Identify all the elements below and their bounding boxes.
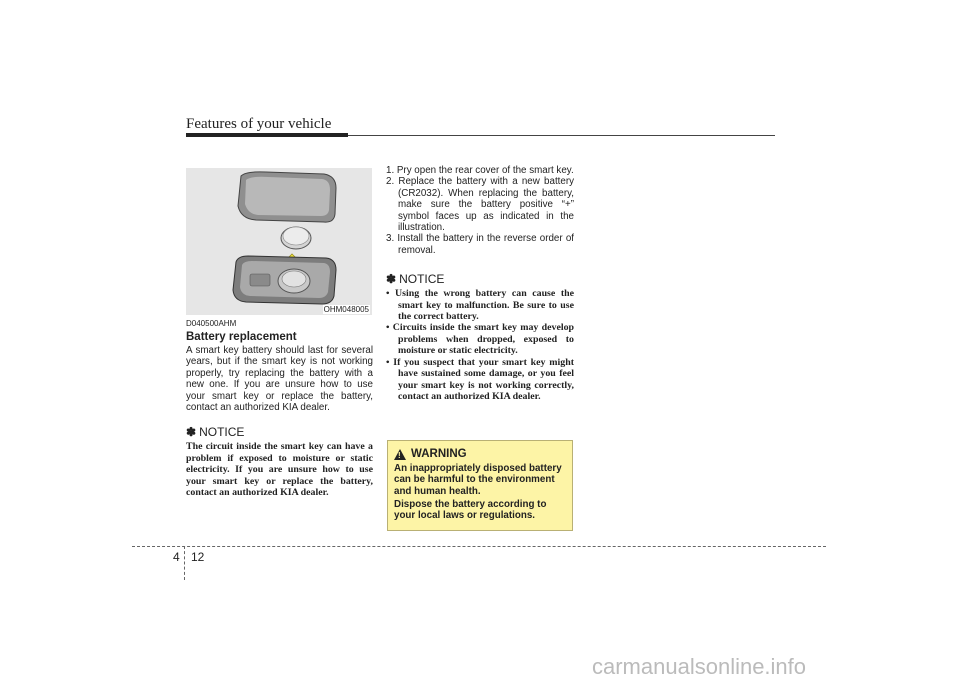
warning-line-1: An inappropriately disposed battery can be harmful to the environment and human health. xyxy=(394,463,562,497)
notice-bullets xyxy=(386,288,574,402)
notice-heading xyxy=(186,425,373,439)
bullet-item: • Circuits inside the smart key may develop problems when dropped, exposed to moisture or static electricity. xyxy=(386,322,574,357)
middle-column xyxy=(386,165,574,402)
page-header-title: Features of your vehicle xyxy=(186,116,332,132)
bullet-item: • If you suspect that your smart key might have sustained some damage, or you feel your smart key is not working correctly, contact an authorized KIA dealer. xyxy=(386,356,574,402)
step-item: 2. Replace the battery with a new battery (CR2032). When replacing the battery, make sure the battery positive “+” symbol faces up as indicated in the illustration. xyxy=(386,176,574,234)
warning-heading xyxy=(394,448,566,460)
replacement-steps xyxy=(386,165,574,256)
warning-title: WARNING xyxy=(411,448,467,460)
header-rule-thin xyxy=(348,135,775,136)
page-number: 12 xyxy=(191,550,205,564)
notice-label: NOTICE xyxy=(199,425,245,440)
notice-mark-icon: ✽ xyxy=(386,272,397,287)
warning-box xyxy=(387,440,573,531)
step-item: 3. Install the battery in the reverse order of removal. xyxy=(386,233,574,256)
section-heading: Battery replacement xyxy=(186,331,297,343)
notice-mark-icon: ✽ xyxy=(186,425,197,440)
watermark: carmanualsonline.info xyxy=(592,654,807,679)
battery-paragraph: A smart key battery should last for several years, but if the smart key is not working properly, try replacing the battery with a new one. If you are unsure how to use your smart key or replace the battery, contact an authorized KIA dealer. xyxy=(186,345,373,414)
footer-rule xyxy=(132,546,826,547)
smart-key-battery-illustration xyxy=(186,168,372,315)
section-code: D040500AHM xyxy=(186,319,237,328)
step-item: 1. Pry open the rear cover of the smart key. xyxy=(386,165,574,176)
bullet-item: • Using the wrong battery can cause the smart key to malfunction. Be sure to use the correct battery. xyxy=(386,288,574,323)
notice-text: The circuit inside the smart key can have a problem if exposed to moisture or static electricity. If you are unsure how to use your smart key or replace the battery, contact an authorized KIA dealer. xyxy=(186,441,373,499)
header-rule-thick xyxy=(186,133,348,137)
warning-triangle-icon: ! xyxy=(394,449,406,460)
left-column xyxy=(186,168,373,498)
smart-key-drawing xyxy=(186,168,372,315)
notice-label: NOTICE xyxy=(399,272,445,287)
notice-heading xyxy=(386,272,574,286)
warning-line-2: Dispose the battery according to your local laws or regulations. xyxy=(394,498,547,522)
footer-divider xyxy=(184,546,185,580)
figure-code: OHM048005 xyxy=(323,305,369,314)
chapter-number: 4 xyxy=(173,550,180,564)
